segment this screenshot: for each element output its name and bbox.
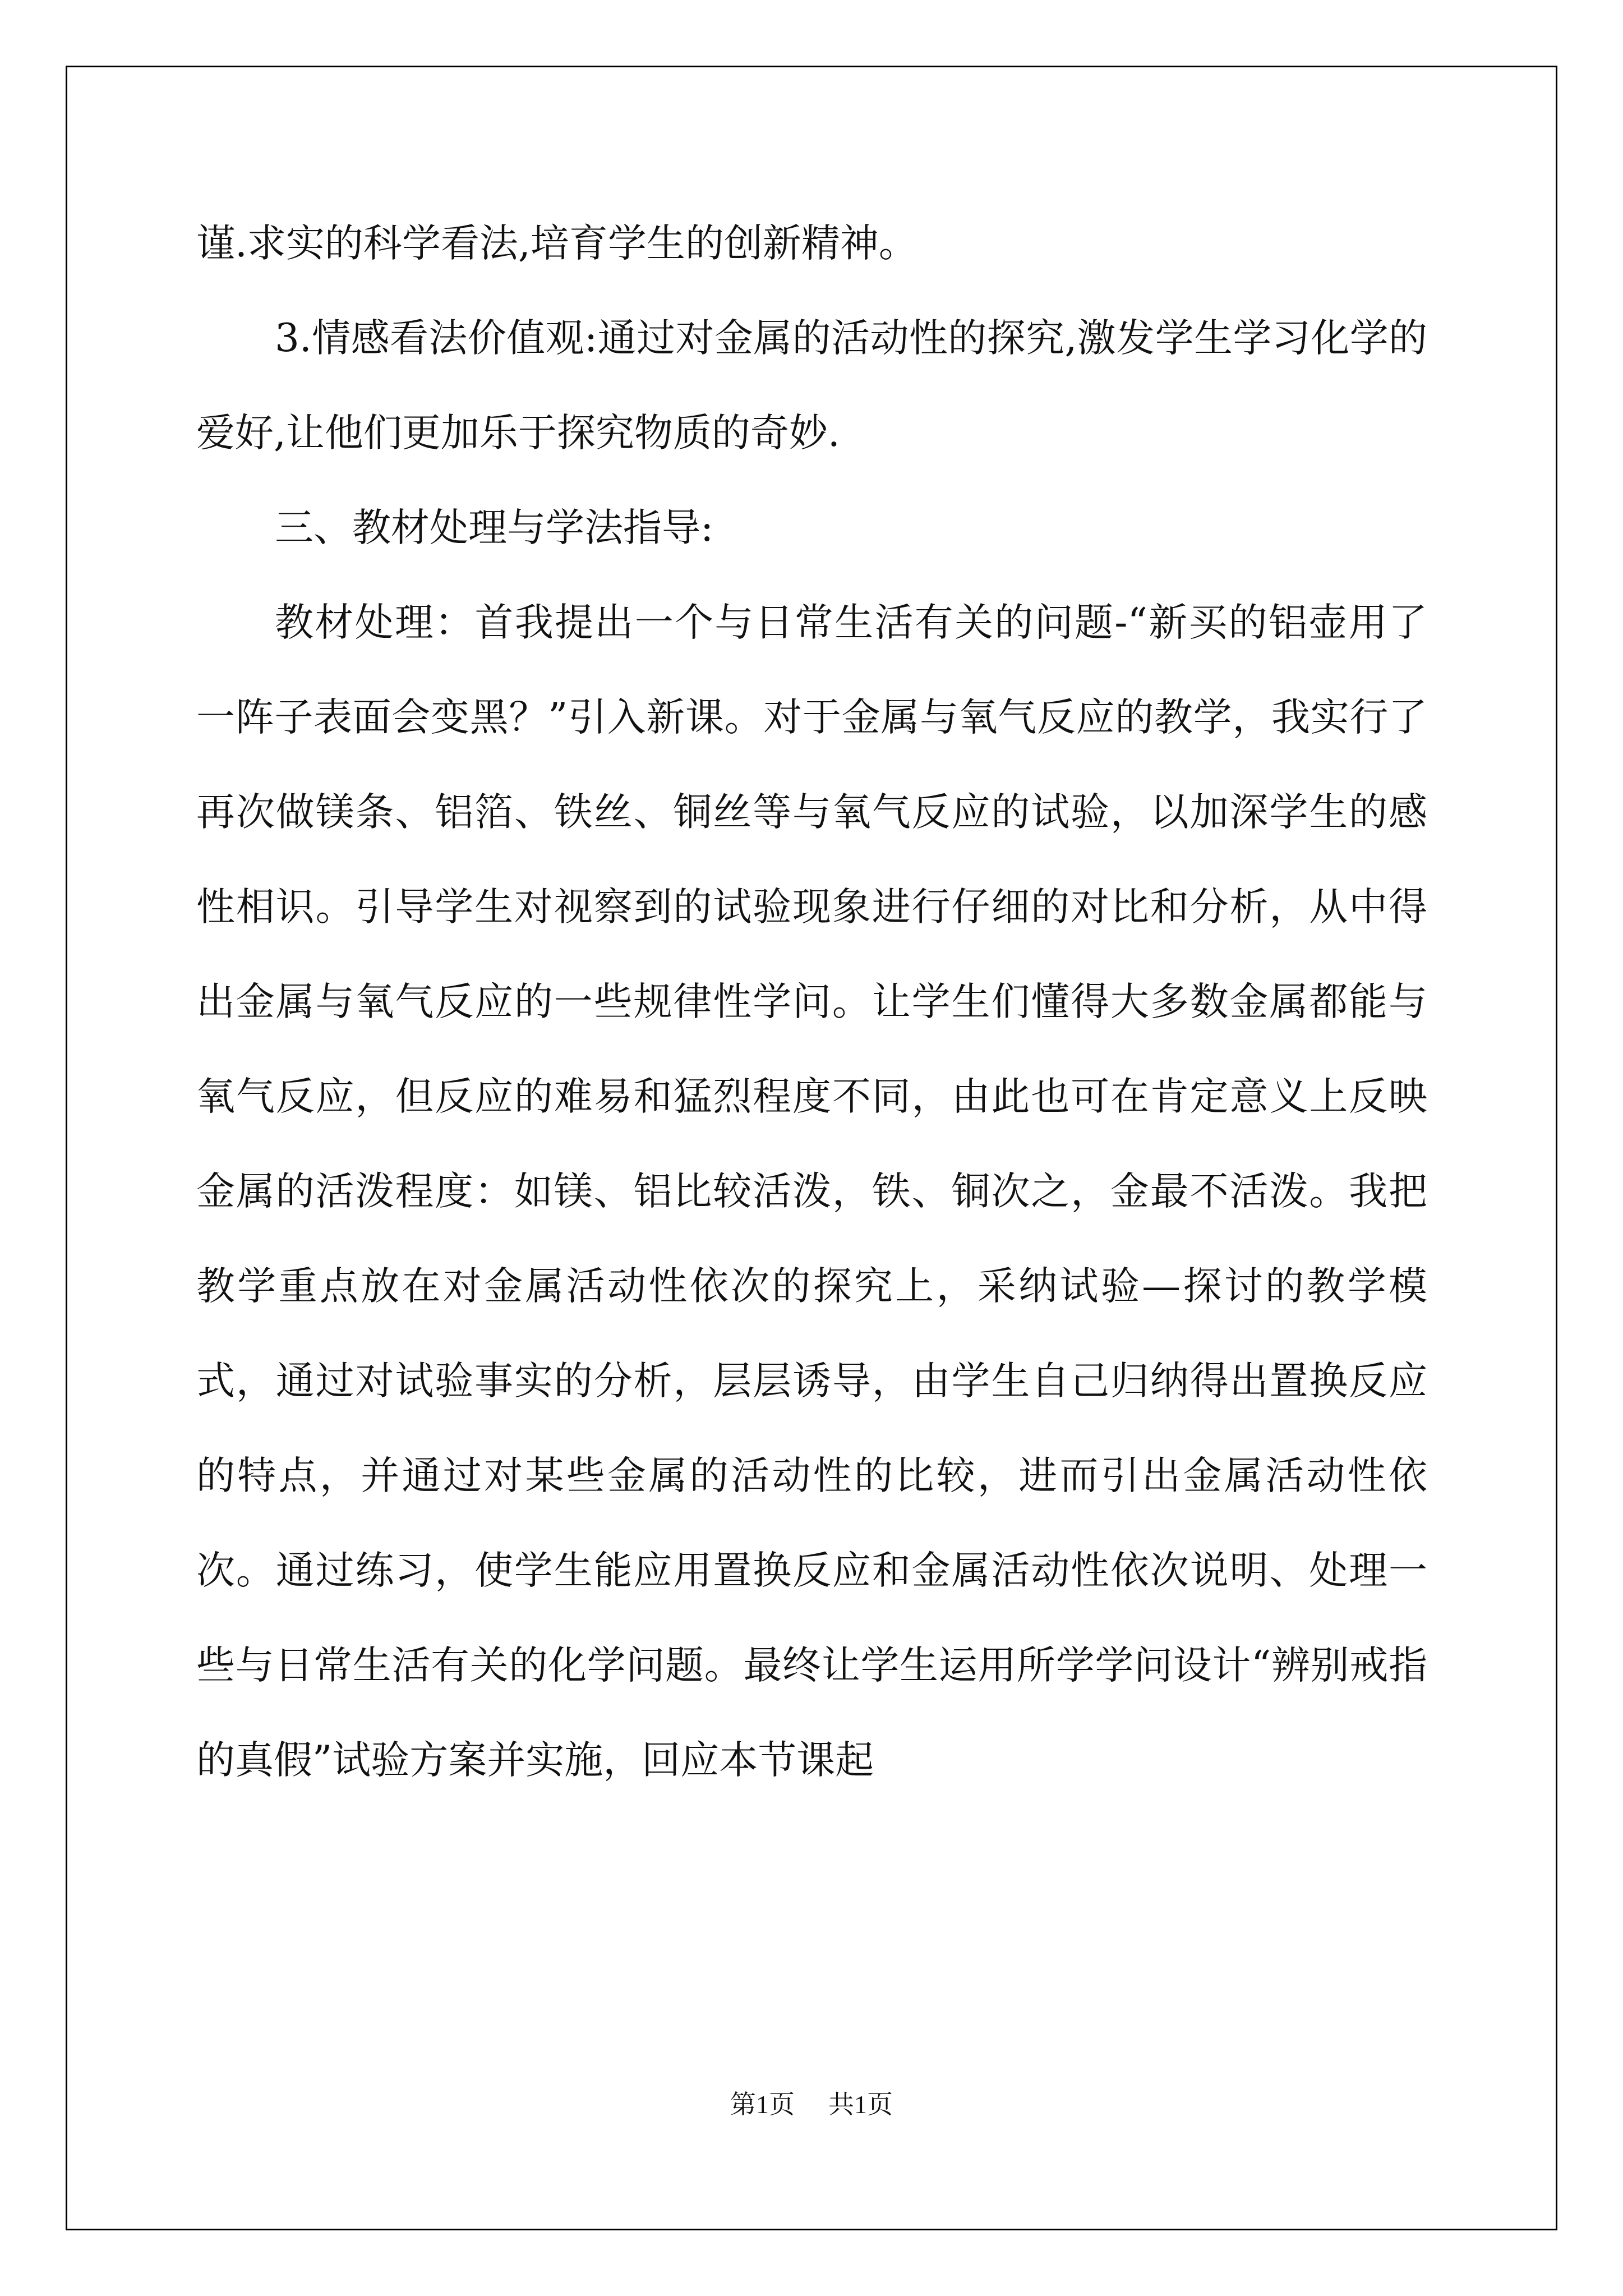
paragraph-2: 3.情感看法价值观:通过对金属的活动性的探究,激发学生学习化学的爱好,让他们更加乐于探究物质的奇妙.: [196, 316, 1427, 455]
page-number: 第1页: [730, 2090, 795, 2119]
paragraph-3-heading: 三、教材处理与学法指导:: [275, 505, 714, 550]
paragraph-4: 教材处理：首我提出一个与日常生活有关的问题-“新买的铝壶用了一阵子表面会变黑？”引入新课。对于金属与氧气反应的教学，我实行了再次做镁条、铝箔、铁丝、铜丝等与氧气反应的试验，以加深学生的感性相识。引导学生对视察到的试验现象进行仔细的对比和分析，从中得出金属与氧气反应的一些规律性学问。让学生们懂得大多数金属都能与氧气反应，但反应的难易和猛烈程度不同，由此也可在肯定意义上反映金属的活泼程度：如镁、铝比较活泼，铁、铜次之，金最不活泼。我把教学重点放在对金属活动性依次的探究上，采纳试验—探讨的教学模式，通过对试验事实的分析，层层诱导，由学生自己归纳得出置换反应的特点，并通过对某些金属的活动性的比较，进而引出金属活动性依次。通过练习，使学生能应用置换反应和金属活动性依次说明、处理一些与日常生活有关的化学问题。最终让学生运用所学学问设计“辨别戒指的真假”试验方案并实施，回应本节课起: [196, 600, 1427, 1783]
paragraph-1: 谨.求实的科学看法,培育学生的创新精神。: [196, 221, 917, 266]
page-footer: [0, 2088, 1623, 2122]
document-body: [196, 196, 1427, 1808]
page-total: 共1页: [828, 2090, 893, 2119]
